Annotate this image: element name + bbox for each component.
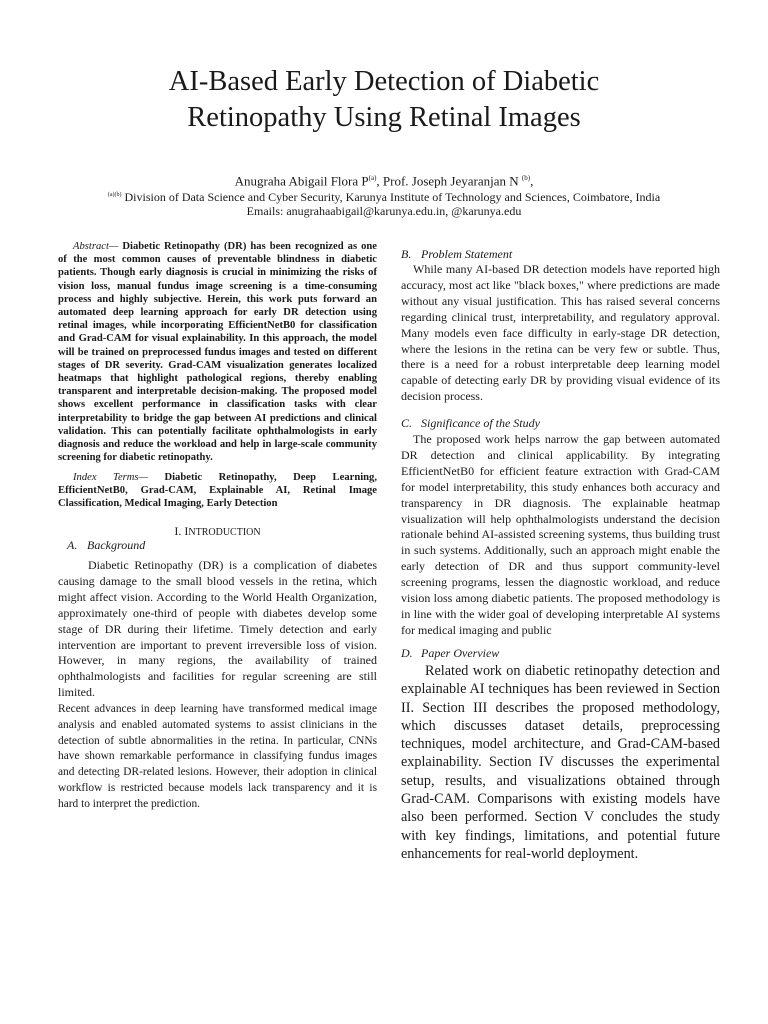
section-title-rest: NTRODUCTION [188, 527, 261, 538]
subsection-title: Problem Statement [421, 247, 513, 261]
affiliation [40, 188, 728, 205]
subsection-number: C. [401, 416, 413, 430]
section-numeral: I. [174, 524, 185, 538]
index-terms [58, 471, 377, 511]
author-1: Anugraha Abigail Flora P [234, 173, 369, 189]
subsection-heading-significance [401, 416, 540, 431]
subsection-number: D. [401, 646, 413, 660]
subsection-title: Paper Overview [421, 646, 500, 660]
background-paragraph-1: Diabetic Retinopathy (DR) is a complication of diabetes causing damage to the small blood vessels in the retina, which might affect vision. According to the World Health Organization, approximately one-third of people with diabetes develop some stage of DR during their lifetime. Timely detection and early intervention are important to prevent irreversible loss of vision. However, in many regions, the availability of trained ophthalmologists and facilities for regular screening are still limited. [58, 558, 377, 700]
author-list [60, 170, 708, 189]
paper-title-line-1: AI-Based Early Detection of Diabetic [168, 66, 600, 97]
affiliation-marker: (a)(b) [107, 192, 122, 198]
subsection-heading-background [67, 538, 145, 553]
index-terms-label: Index Terms— [73, 472, 148, 483]
background-paragraph-2: Recent advances in deep learning have transformed medical image analysis and enabled automated systems to assist clinicians in the detection of subtle abnormalities in the retina. In particular, CNNs have shown remarkable performance in classifying fundus images and detecting DR-related lesions. However, their adoption in clinical workflow is restricted because models lack transparency and it is hard to interpret the prediction. [58, 703, 377, 810]
author-list-end: , [530, 173, 534, 189]
paper-title-line-2: Retinopathy Using Retinal Images [187, 102, 581, 133]
subsection-heading-paper-overview [401, 646, 499, 661]
section-initial: I [184, 524, 189, 538]
subsection-number: B. [401, 247, 412, 261]
subsection-number: A. [67, 538, 78, 552]
author-emails: Emails: anugrahaabigail@karunya.edu.in, @karunya.edu [246, 204, 522, 218]
abstract [58, 240, 377, 464]
index-terms-text: Diabetic Retinopathy, Deep Learning, EfficientNetB0, Grad-CAM, Explainable AI, Retinal Image Classification, Medical Imaging, Early Detection [58, 472, 377, 510]
author-1-affil-marker: (a) [368, 174, 377, 182]
problem-statement-paragraph: While many AI-based DR detection models have reported high accuracy, most act like "black boxes," where predictions are made without any visual justification. This has raised several concerns regarding clinical trust, interpretability, and regulatory approval. Many models even face difficulty in early-stage DR detection, where the lesions in the retina can be very few or subtle. Thus, there is a need for a robust interpretable deep learning model capable of detecting early DR by providing visual evidence of its decision process. [401, 262, 720, 404]
paper-overview-paragraph: Related work on diabetic retinopathy detection and explainable AI techniques has been reviewed in Section II. Section III describes the proposed methodology, which discusses dataset details, preprocessing techniques, model architecture, and Grad-CAM-based explainability. Section IV discusses the experimental setup, results, and visualizations obtained through Grad-CAM. Comparisons with existing models have also been performed. Section V concludes the study with key findings, limitations, and potential future enhancements for real-world deployment. [401, 663, 720, 862]
author-separator: , Prof. Joseph Jeyaranjan N [376, 173, 522, 189]
subsection-title: Significance of the Study [421, 416, 540, 430]
significance-paragraph: The proposed work helps narrow the gap between automated DR detection and clinical applicability. By integrating EfficientNetB0 for efficient feature extraction with Grad-CAM for model interpretability, this study enhances both accuracy and transparency in DR diagnosis. The explainable heatmap visualization will help ophthalmologists understand the decision rationale behind AI-assisted screening systems, thus building trust in such systems. Additionally, such an approach might enable the early detection of DR and thus support community-level screening programs, lessen the diagnostic workload, and reduce vision loss among diabetic patients. The proposed methodology is in line with the wider goal of developing interpretable AI systems for medical imaging and public [401, 432, 720, 637]
subsection-heading-problem-statement [401, 247, 512, 262]
subsection-title: Background [87, 538, 146, 552]
abstract-label: Abstract— [73, 241, 119, 252]
paper-title [60, 64, 708, 136]
abstract-text: Diabetic Retinopathy (DR) has been recognized as one of the most common causes of preventable blindness in diabetic patients. Though early diagnosis is crucial in minimizing the risks of vision loss, manual fundus image screening is a time-consuming process and highly subjective. Herein, this work puts forward an automated deep learning approach for early DR detection using retinal images, while incorporating EfficientNetB0 for classification and Grad-CAM for visual explainability. In this approach, the model will be trained on preprocessed fundus images and tested on different stages of DR severity. Grad-CAM visualization generates localized heatmaps that highlight pathological regions, thereby enabling transparent and interpretable decision-making. The proposed model shows excellent performance in classification tasks with clear interpretability to bridge the gap between AI predictions and clinical validation. This can potentially facilitate ophthalmologists in early diagnosis and reduce the workload and help in large-scale community screening for diabetic retinopathy. [58, 241, 377, 464]
author-2-affil-marker: (b) [521, 174, 531, 182]
affiliation-text: Division of Data Science and Cyber Security, Karunya Institute of Technology and Sciences, Coimbatore, India [121, 190, 661, 204]
